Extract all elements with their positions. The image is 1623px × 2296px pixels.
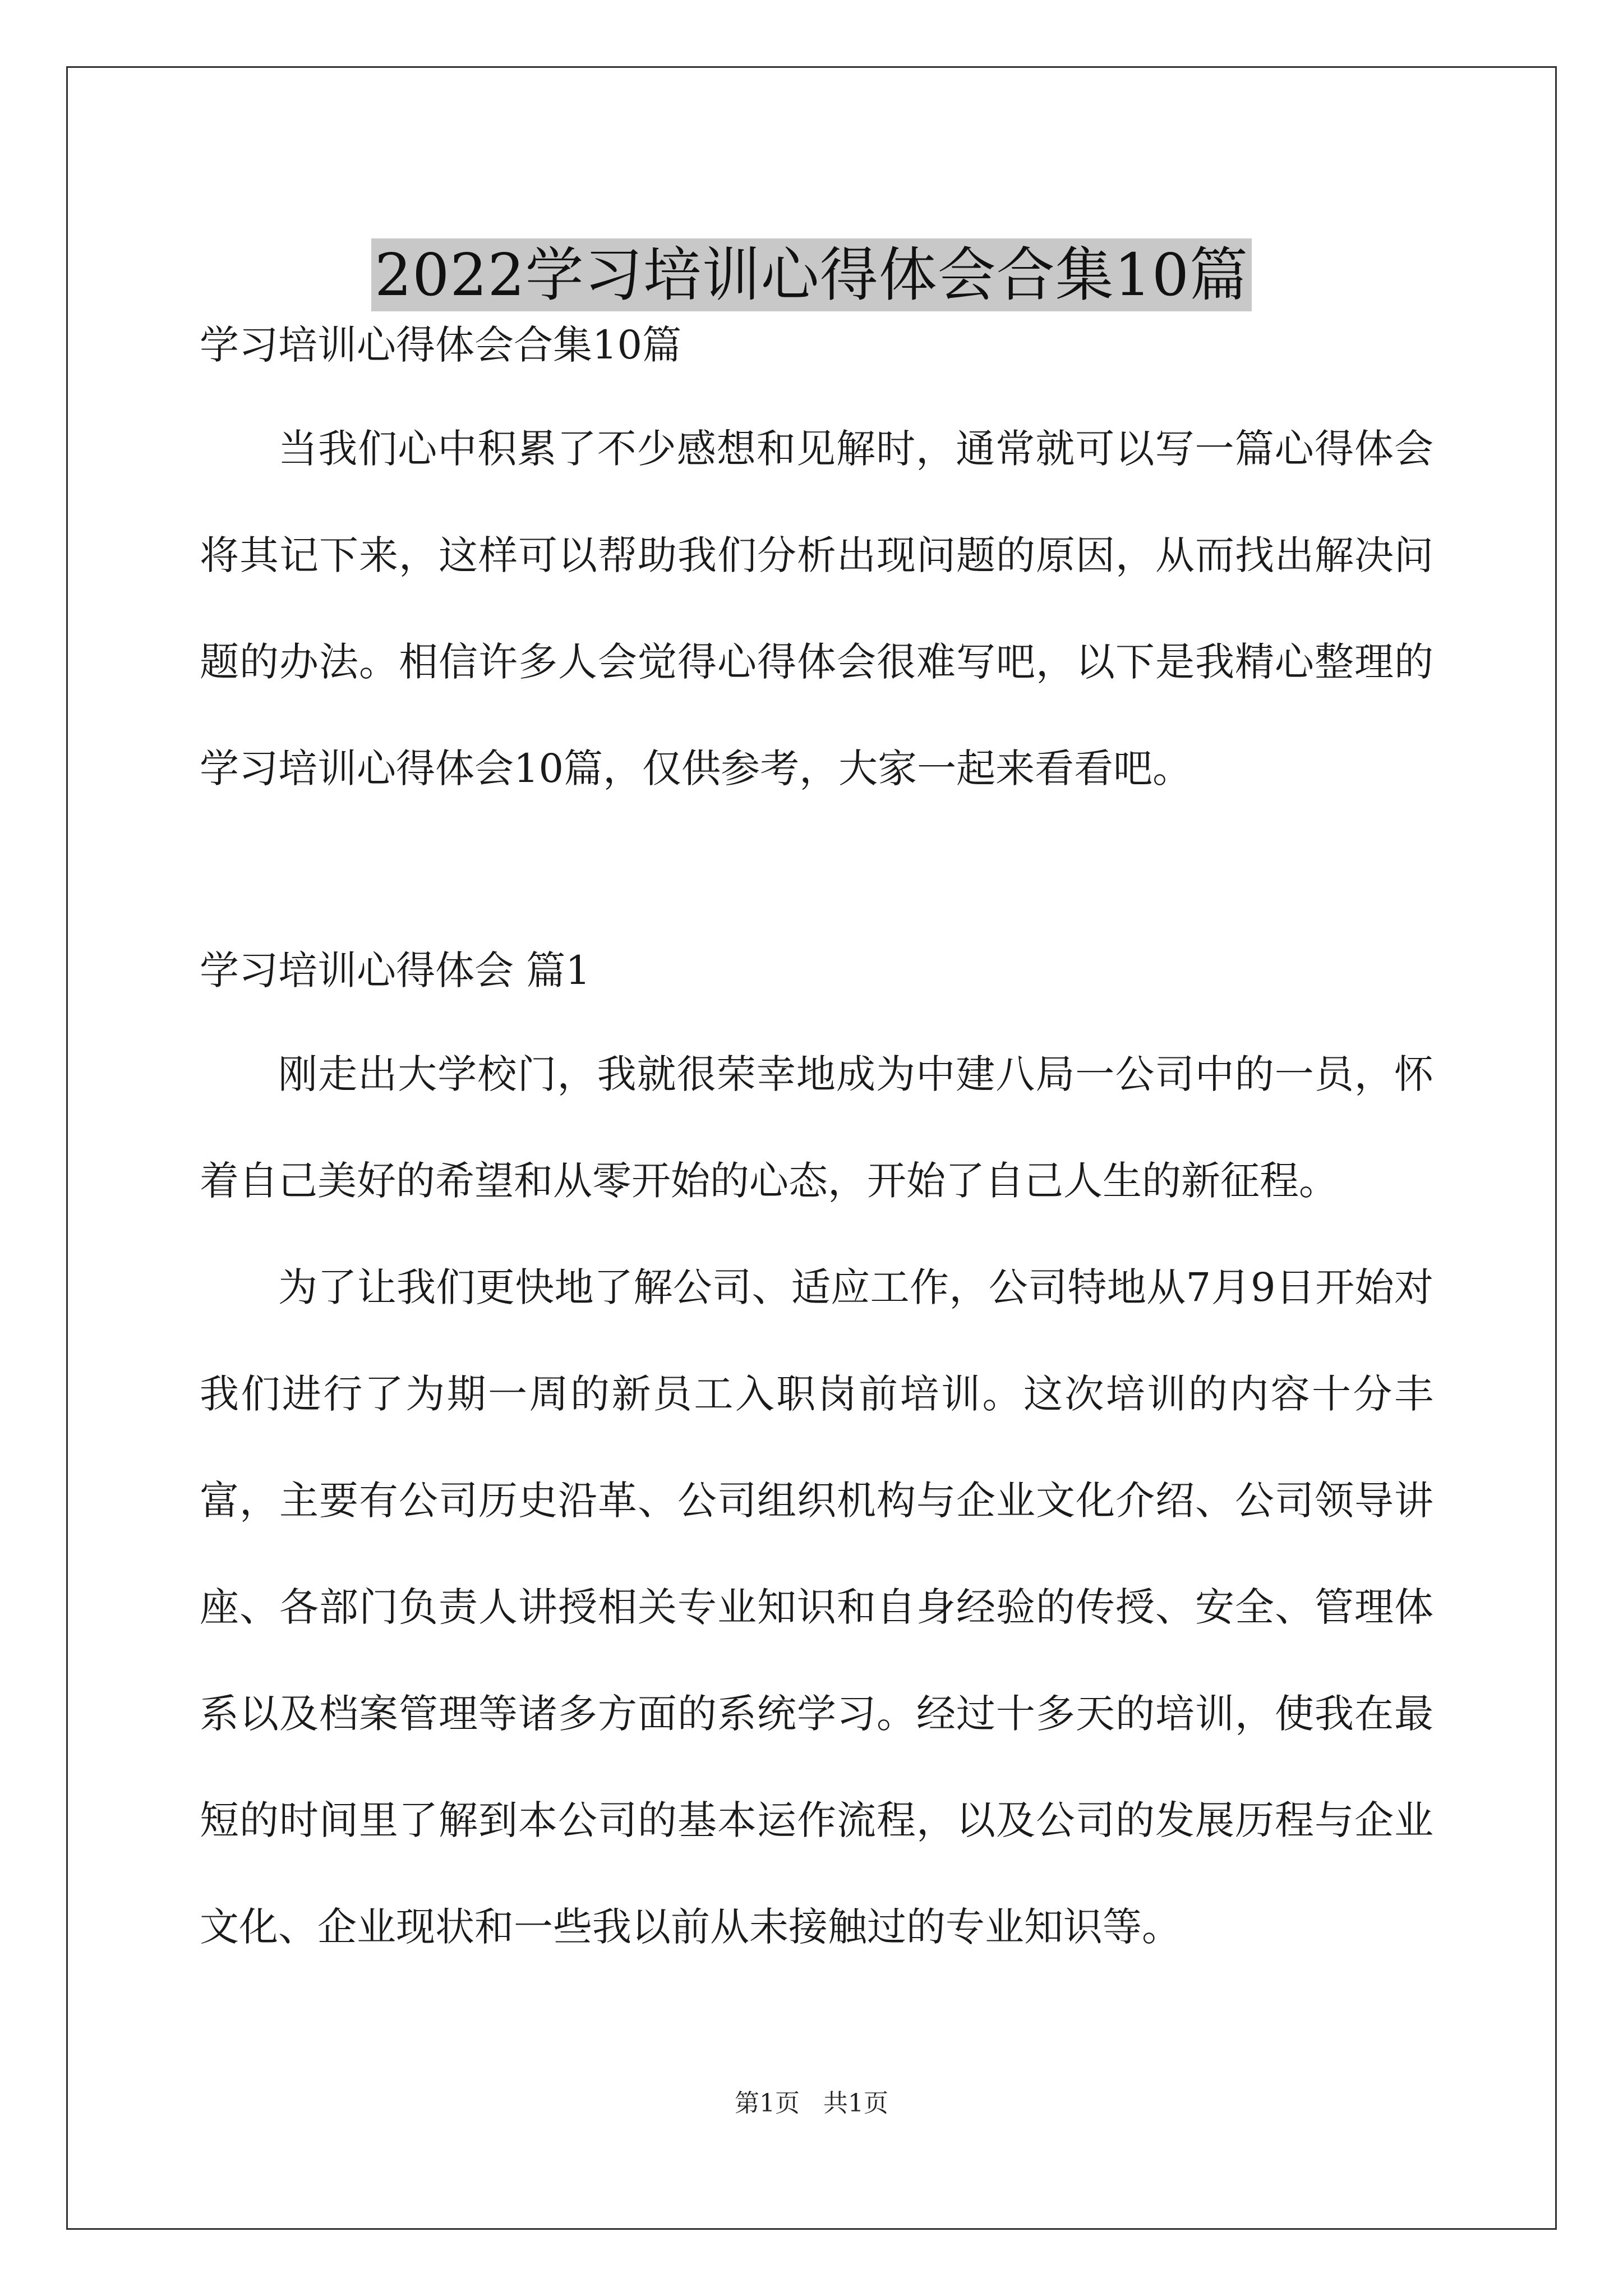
page-number-current: 第1页 bbox=[735, 2089, 800, 2118]
page-number-total: 共1页 bbox=[823, 2089, 888, 2118]
body-paragraph-1: 刚走出大学校门，我就很荣幸地成为中建八局一公司中的一员，怀着自己美好的希望和从零开始的心态，开始了自己人生的新征程。 bbox=[200, 1051, 1433, 1204]
document-title: 2022学习培训心得体会合集10篇 bbox=[371, 238, 1252, 311]
body-paragraph-2: 为了让我们更快地了解公司、适应工作，公司特地从7月9日开始对我们进行了为期一周的新员工入职岗前培训。这次培训的内容十分丰富，主要有公司历史沿革、公司组织机构与企业文化介绍、公司领导讲座、各部门负责人讲授相关专业知识和自身经验的传授、安全、管理体系以及档案管理等诸多方面的系统学习。经过十多天的培训，使我在最短的时间里了解到本公司的基本运作流程，以及公司的发展历程与企业文化、企业现状和一些我以前从未接触过的专业知识等。 bbox=[200, 1264, 1433, 1950]
document-body bbox=[200, 306, 1433, 1980]
intro-paragraph: 当我们心中积累了不少感想和见解时，通常就可以写一篇心得体会将其记下来，这样可以帮助我们分析出现问题的原因，从而找出解决问题的办法。相信许多人会觉得心得体会很难写吧，以下是我精心整理的学习培训心得体会10篇，仅供参考，大家一起来看看吧。 bbox=[200, 426, 1433, 792]
page-footer bbox=[0, 2087, 1623, 2120]
section-heading: 学习培训心得体会 篇1 bbox=[200, 947, 591, 993]
document-subtitle: 学习培训心得体会合集10篇 bbox=[200, 322, 682, 368]
